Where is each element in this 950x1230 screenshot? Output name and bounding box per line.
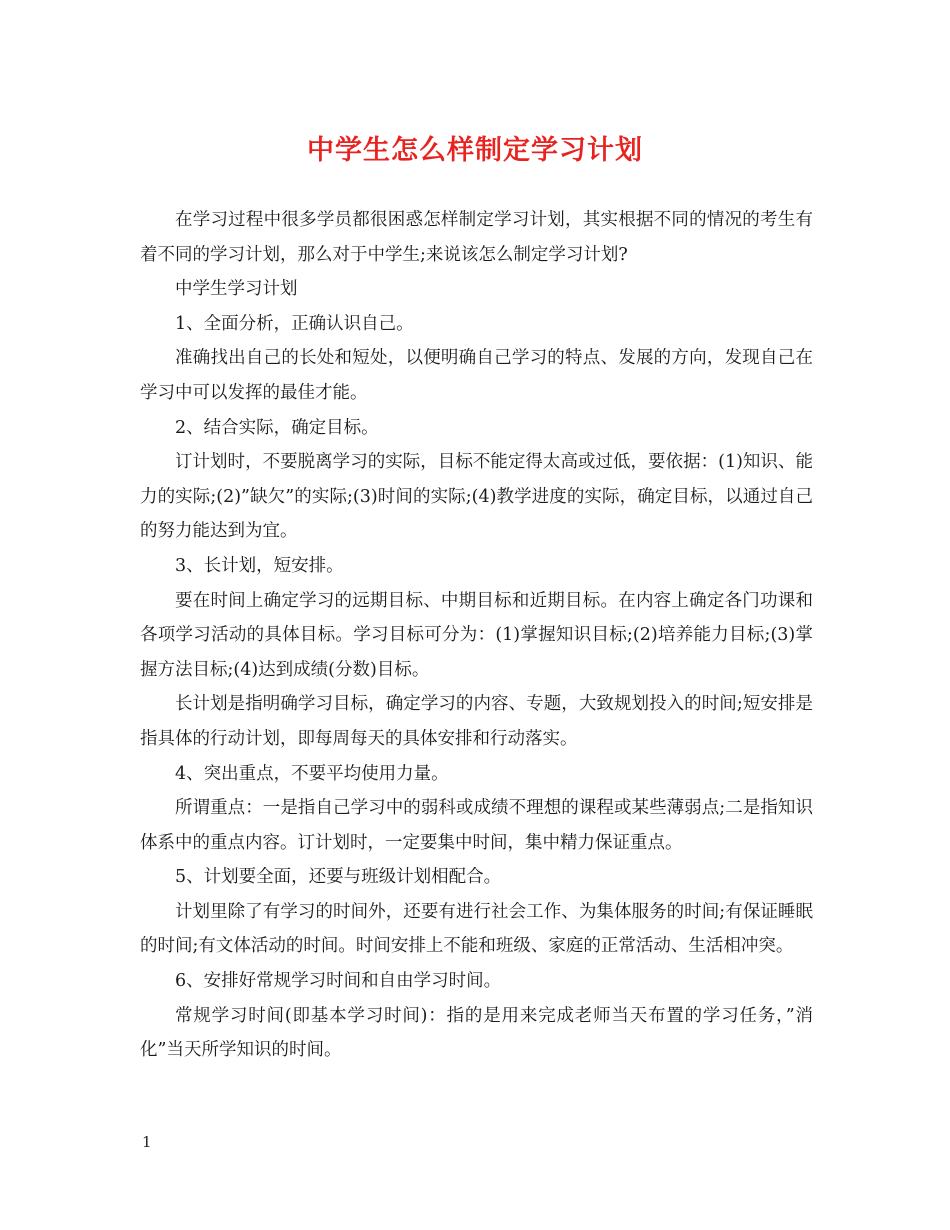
document-body [140, 203, 813, 1068]
page-title: 中学生怎么样制定学习计划 [307, 135, 643, 166]
list-item-heading-2: 2、结合实际，确定目标。 [175, 417, 379, 438]
paragraph-intro: 在学习过程中很多学员都很困惑怎样制定学习计划，其实根据不同的情况的考生有着不同的学习计划，那么对于中学生;来说该怎么制定学习计划? [140, 210, 813, 265]
list-item-heading-4: 4、突出重点，不要平均使用力量。 [175, 763, 449, 784]
paragraph-3b: 长计划是指明确学习目标，确定学习的内容、专题，大致规划投入的时间;短安排是指具体的行动计划，即每周每天的具体安排和行动落实。 [140, 694, 813, 749]
paragraph-5: 计划里除了有学习的时间外，还要有进行社会工作、为集体服务的时间;有保证睡眠的时间;有文体活动的时间。时间安排上不能和班级、家庭的正常活动、生活相冲突。 [140, 901, 813, 957]
list-item-heading-1: 1、全面分析，正确认识自己。 [175, 313, 414, 334]
page-number: 1 [142, 1133, 152, 1151]
paragraph-3a: 要在时间上确定学习的远期目标、中期目标和近期目标。在内容上确定各门功课和各项学习活动的具体目标。学习目标可分为：(1)掌握知识目标;(2)培养能力目标;(3)掌握方法目标;(4)达到成绩(分数)目标。 [140, 590, 813, 680]
paragraph-1: 准确找出自己的长处和短处，以便明确自己学习的特点、发展的方向，发现自己在学习中可以发挥的最佳才能。 [140, 348, 813, 403]
list-item-heading-3: 3、长计划，短安排。 [175, 555, 344, 576]
paragraph-2: 订计划时，不要脱离学习的实际，目标不能定得太高或过低，要依据：(1)知识、能力的实际;(2)”缺欠”的实际;(3)时间的实际;(4)教学进度的实际，确定目标，以通过自己的努力能达到为宜。 [140, 452, 813, 542]
paragraph-6: 常规学习时间(即基本学习时间)：指的是用来完成老师当天布置的学习任务，”消化”当天所学知识的时间。 [140, 1005, 813, 1061]
list-item-heading-5: 5、计划要全面，还要与班级计划相配合。 [175, 867, 502, 888]
paragraph-4: 所谓重点：一是指自己学习中的弱科或成绩不理想的课程或某些薄弱点;二是指知识体系中的重点内容。订计划时，一定要集中时间，集中精力保证重点。 [140, 798, 813, 853]
list-item-heading-6: 6、安排好常规学习时间和自由学习时间。 [175, 971, 502, 992]
section-heading-plan: 中学生学习计划 [175, 279, 298, 300]
